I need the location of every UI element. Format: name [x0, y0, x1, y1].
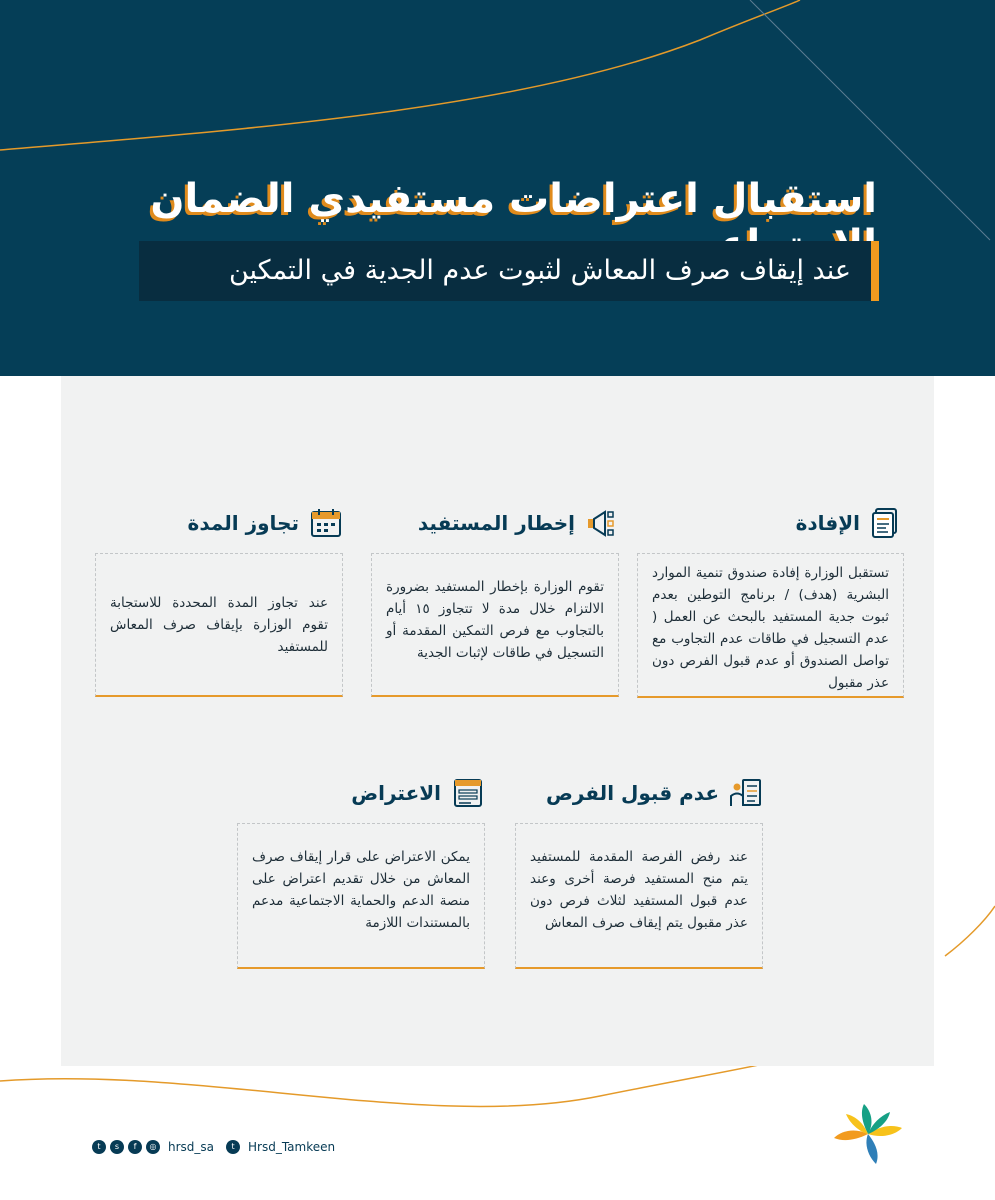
header-banner: [0, 0, 995, 376]
social-bar: [92, 1137, 343, 1157]
card-text: تقوم الوزارة بإخطار المستفيد بضرورة الالتزام خلال مدة لا تتجاوز ١٥ أيام بالتجاوب مع فرص التمكين المقدمة أو التسجيل في طاقات لإثبات الجدية: [371, 553, 619, 697]
card-header: [515, 773, 763, 813]
card-title: إخطار المستفيد: [417, 511, 575, 535]
megaphone-icon: [585, 506, 619, 540]
card-header: [95, 503, 343, 543]
facebook-icon[interactable]: f: [128, 1140, 142, 1154]
document-icon: [870, 506, 904, 540]
card-rejection: [515, 773, 763, 969]
card-ifada: [637, 503, 904, 698]
instagram-icon[interactable]: ◎: [146, 1140, 160, 1154]
form-icon: [451, 776, 485, 810]
card-header: [371, 503, 619, 543]
page-title: استقبال اعتراضات مستفيدي الضمان: [150, 176, 877, 222]
card-objection: [237, 773, 485, 969]
card-title: عدم قبول الفرص: [545, 781, 719, 805]
card-text: تستقبل الوزارة إفادة صندوق تنمية الموارد البشرية (هدف) / برنامج التوطين بعدم ثبوت جدية المستفيد بالبحث عن العمل ( عدم التسجيل في طاقات عدم التجاوب مع تواصل الصندوق أو عدم قبول الفرص دون عذر مقبول: [637, 553, 904, 698]
card-notify: [371, 503, 619, 697]
card-overdue: [95, 503, 343, 697]
snapchat-icon[interactable]: s: [110, 1140, 124, 1154]
card-header: [637, 503, 904, 543]
card-text: عند رفض الفرصة المقدمة للمستفيد يتم منح المستفيد فرصة أخرى وعند عدم قبول المستفيد لثلاث فرص دون عذر مقبول يتم إيقاف صرف المعاش: [515, 823, 763, 969]
social-handle[interactable]: Hrsd_Tamkeen: [248, 1140, 336, 1154]
card-text: يمكن الاعتراض على قرار إيقاف صرف المعاش من خلال تقديم اعتراض على منصة الدعم والحماية الاجتماعية مدعم بالمستندات اللازمة: [237, 823, 485, 969]
card-header: [237, 773, 485, 813]
social-handle[interactable]: hrsd_sa: [168, 1140, 215, 1154]
card-title: تجاوز المدة: [187, 511, 299, 535]
calendar-icon: [309, 506, 343, 540]
ministry-logo: [832, 1102, 904, 1166]
content-panel: [61, 376, 934, 1066]
twitter-icon[interactable]: t: [226, 1140, 240, 1154]
page-subtitle: عند إيقاف صرف المعاش لثبوت عدم الجدية في التمكين: [139, 241, 879, 301]
candidate-icon: [729, 776, 763, 810]
twitter-icon[interactable]: t: [92, 1140, 106, 1154]
card-text: عند تجاوز المدة المحددة للاستجابة تقوم الوزارة بإيقاف صرف المعاش للمستفيد: [95, 553, 343, 697]
card-title: الاعتراض: [351, 781, 441, 805]
card-title: الإفادة: [795, 511, 860, 535]
